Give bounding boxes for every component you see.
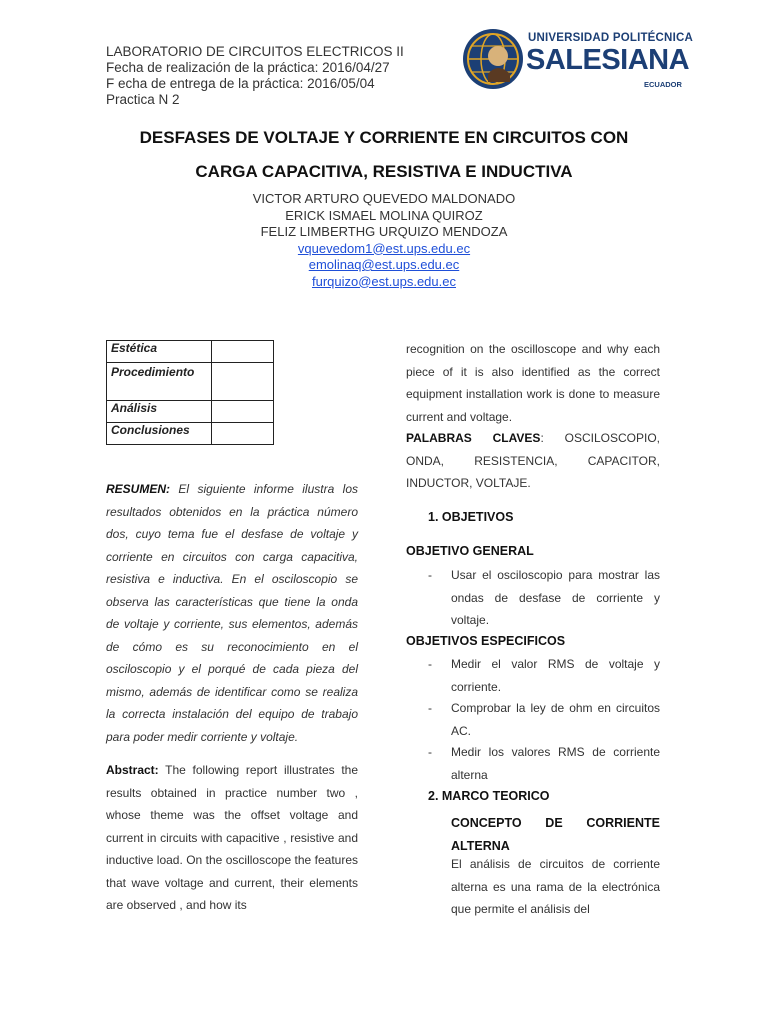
- objetivo-general-heading: OBJETIVO GENERAL: [406, 544, 534, 558]
- table-row: [107, 363, 274, 401]
- table-row: [107, 341, 274, 363]
- authors-block: [80, 191, 688, 290]
- list-item-text: Medir el valor RMS de voltaje y corriente.: [451, 657, 660, 694]
- objetivos-especificos-heading: OBJETIVOS ESPECIFICOS: [406, 634, 566, 648]
- globe-seal-icon: [462, 26, 524, 92]
- author-email-link[interactable]: vquevedom1@est.ups.edu.ec: [297, 240, 471, 256]
- course-line: LABORATORIO DE CIRCUITOS ELECTRICOS II: [106, 44, 404, 59]
- delivery-date: F echa de entrega de la práctica: 2016/05/04: [106, 76, 375, 91]
- grading-score-cell: [212, 363, 274, 401]
- list-item-text: Medir los valores RMS de corriente alterna: [451, 745, 660, 782]
- grading-score-cell: [212, 423, 274, 445]
- report-header: [106, 44, 404, 108]
- table-row: [107, 401, 274, 423]
- title-line-2: CARGA CAPACITIVA, RESISTIVA E INDUCTIVA: [195, 162, 573, 181]
- title-line-1: DESFASES DE VOLTAJE Y CORRIENTE EN CIRCUITOS CON: [139, 128, 629, 147]
- grading-table: [106, 340, 274, 445]
- grading-criterion: Procedimiento: [111, 365, 195, 379]
- subsection-heading: CONCEPTO DE CORRIENTE ALTERNA: [451, 816, 660, 853]
- university-logo: [462, 24, 692, 94]
- abstract-paragraph: [106, 759, 358, 917]
- resumen-text: El siguiente informe ilustra los resultados obtenidos en la práctica número dos, cuyo tema fue el desfase de voltaje y corriente en circuitos con carga capacitiva, resistiva e inductiva. En el osciloscopio se observa las características que tiene la onda de voltaje y corriente, sus elementos, además de cómo es su reconocimiento en el osciloscopio y el porqué de cada pieza del mismo, además de identificar como se realiza la correcta instalación del equipo de trabajo para poder medir corriente y voltaje.: [106, 482, 358, 744]
- list-item-text: Usar el osciloscopio para mostrar las ondas de desfase de corriente y voltaje.: [451, 568, 660, 627]
- grading-criterion: Conclusiones: [107, 423, 212, 445]
- logo-line-1: UNIVERSIDAD POLITÉCNICA: [528, 32, 693, 44]
- logo-line-2: SALESIANA: [526, 44, 690, 76]
- grading-criterion: Estética: [107, 341, 212, 363]
- grading-score-cell: [212, 341, 274, 363]
- table-row: [107, 423, 274, 445]
- author-name: FELIZ LIMBERTHG URQUIZO MENDOZA: [260, 224, 508, 239]
- list-item: - Medir los valores RMS de corriente alterna: [428, 741, 660, 786]
- logo-line-3: ECUADOR: [644, 80, 682, 89]
- author-name: ERICK ISMAEL MOLINA QUIROZ: [285, 207, 483, 223]
- keywords-label: PALABRAS CLAVES: [406, 431, 541, 445]
- resumen-label: RESUMEN:: [106, 482, 171, 496]
- resumen-paragraph: [106, 478, 358, 748]
- author-email-link[interactable]: emolinaq@est.ups.edu.ec: [308, 257, 460, 272]
- list-item: - Medir el valor RMS de voltaje y corriente.: [428, 653, 660, 698]
- list-item: - Usar el osciloscopio para mostrar las ondas de desfase de corriente y voltaje.: [428, 564, 660, 632]
- keywords-paragraph: [406, 427, 660, 495]
- practice-number: Practica N 2: [106, 92, 180, 107]
- grading-criterion: Análisis: [107, 401, 212, 423]
- author-email-link[interactable]: furquizo@est.ups.edu.ec: [311, 273, 456, 289]
- grading-score-cell: [212, 401, 274, 423]
- section-heading-objetivos: 1. OBJETIVOS: [428, 510, 514, 524]
- list-item: - Comprobar la ley de ohm en circuitos AC.: [428, 697, 660, 742]
- marco-paragraph: El análisis de circuitos de corriente alterna es una rama de la electrónica que permite el análisis del: [451, 857, 660, 916]
- author-name: VICTOR ARTURO QUEVEDO MALDONADO: [252, 191, 516, 206]
- keywords-text: : OSCILOSCOPIO, ONDA, RESISTENCIA, CAPACITOR, INDUCTOR, VOLTAJE.: [406, 431, 660, 490]
- list-item-text: Comprobar la ley de ohm en circuitos AC.: [451, 701, 660, 738]
- section-heading-marco: 2. MARCO TEORICO: [428, 789, 550, 803]
- abstract-label: Abstract:: [106, 763, 159, 777]
- abstract-text: The following report illustrates the results obtained in practice number two , whose theme was the offset voltage and current in circuits with capacitive , resistive and inductive load. On the oscilloscope the features that wave voltage and current, their elements are observed , and how its: [106, 763, 359, 912]
- abstract-continuation: recognition on the oscilloscope and why each piece of it is also identified as the correct equipment installation work is done to measure current and voltage.: [406, 342, 660, 424]
- realization-date: Fecha de realización de la práctica: 2016/04/27: [106, 60, 390, 75]
